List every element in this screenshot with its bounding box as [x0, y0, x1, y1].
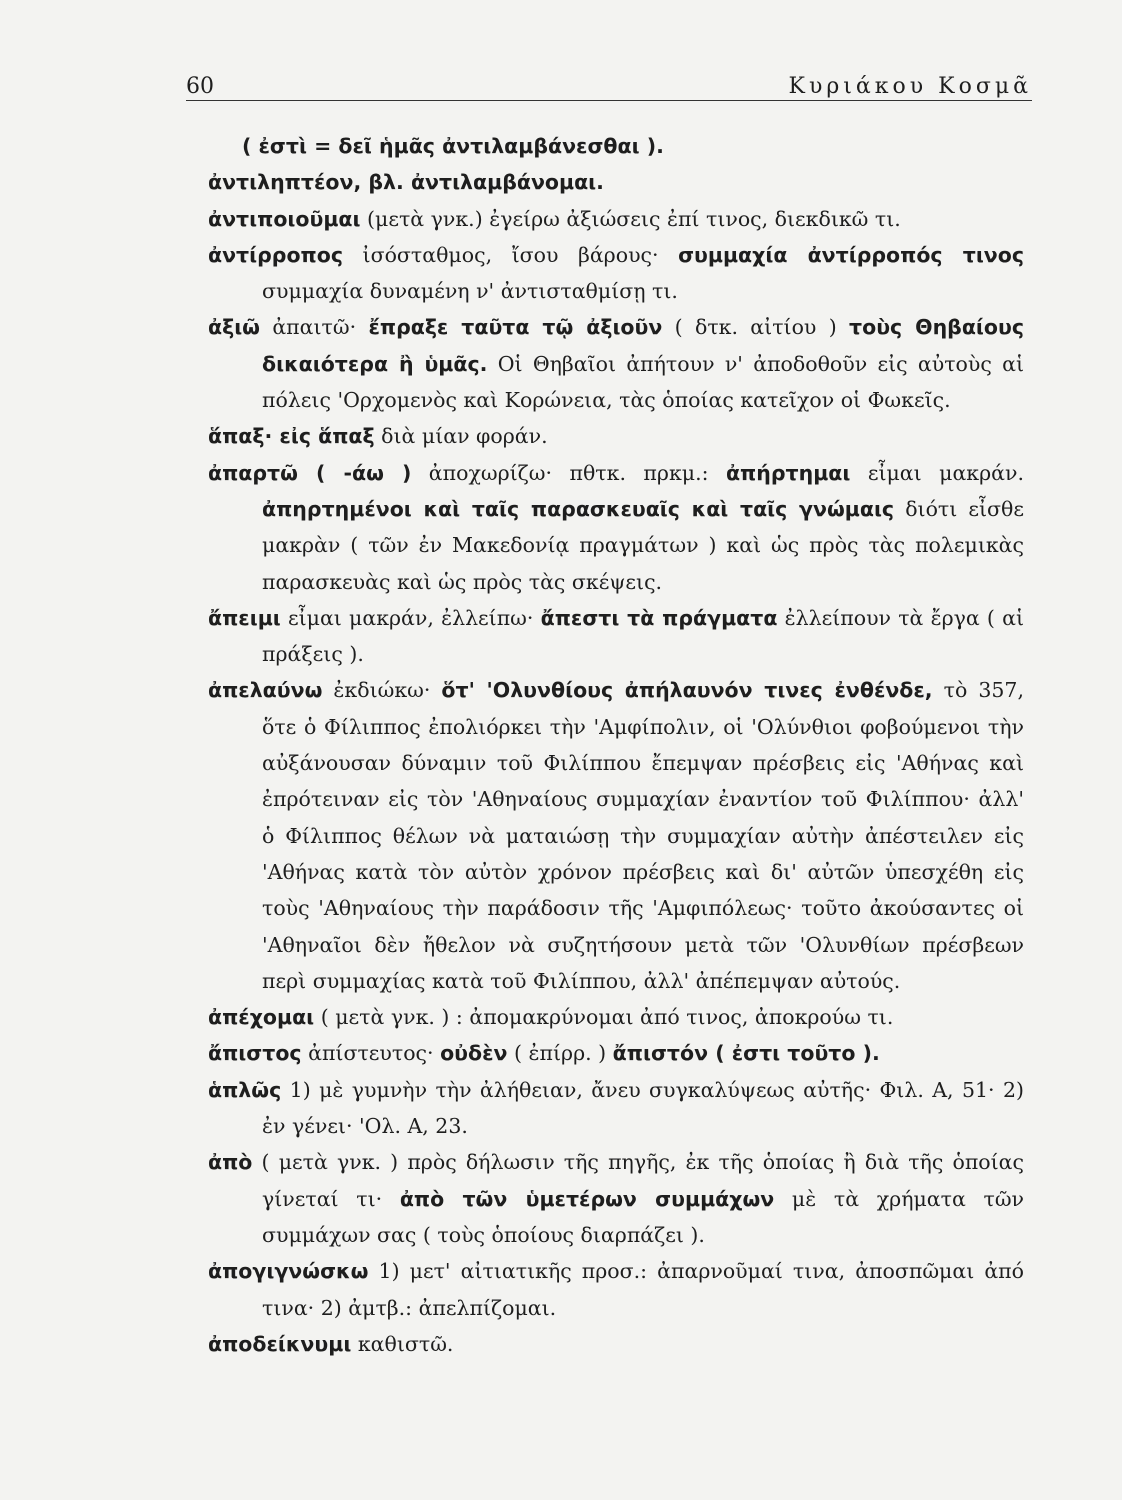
entry-text: εἶμαι μακράν, ἐλλείπω·	[280, 605, 541, 630]
entry-headword: ἀπέχομαι	[208, 1005, 315, 1030]
entry-text: 1) μετ' αἰτιατικῆς προσ.: ἀπαρνοῦμαί τινα, ἀποσπῶμαι ἀπό τινα· 2) ἀμτβ.: ἀπελπίζομαι.	[262, 1259, 1024, 1320]
entry-headword: ἀντίρροπος	[208, 242, 344, 267]
dictionary-entries	[208, 128, 1025, 1362]
entry-text: ( μετὰ γνκ. ) πρὸς δήλωσιν τῆς πηγῆς, ἐκ τῆς ὁποίας ἢ διὰ τῆς ὁποίας γίνεταί τι·	[252, 1150, 1024, 1211]
entry-phrase: ἀπηρτημένοι καὶ ταῖς παρασκευαῖς καὶ ταῖς γνώμαις	[262, 496, 895, 521]
entry-headword: ( ἐστὶ = δεῖ ἡμᾶς ἀντιλαμβάνεσθαι ).	[242, 134, 664, 158]
dictionary-entry	[208, 1035, 1024, 1071]
entry-headword: ἀντιποιοῦμαι	[208, 206, 361, 231]
dictionary-entry	[208, 999, 1024, 1035]
entry-phrase: τοὺς Θηβαίους δικαιότερα ἢ ὑμᾶς.	[262, 315, 1024, 376]
entry-phrase: οὐδὲν	[440, 1041, 508, 1066]
entry-headword: ἀξιῶ	[208, 315, 261, 340]
dictionary-entry	[208, 1144, 1025, 1253]
entry-text: ἀποχωρίζω· πθτκ. πρκμ.:	[411, 460, 726, 485]
entry-phrase: ἀπὸ τῶν ὑμετέρων συμμάχων	[399, 1186, 775, 1211]
dictionary-entry	[208, 309, 1024, 418]
header-rule	[186, 100, 1032, 101]
entry-headword: ἀπαρτῶ ( -άω )	[208, 460, 412, 485]
page-number: 60	[186, 74, 214, 99]
entry-phrase: ὅτ' 'Ολυνθίους ἀπήλαυνόν τινες ἐνθένδε,	[441, 678, 933, 703]
entry-text: εἶμαι μακράν.	[850, 460, 1024, 485]
entry-text: διὰ μίαν φοράν.	[374, 424, 548, 449]
dictionary-entry	[208, 455, 1025, 600]
entry-text: ἰσόσταθμος, ἴσου βάρους·	[343, 242, 679, 267]
entry-headword: ἁπλῶς	[208, 1077, 282, 1102]
entry-phrase: συμμαχία ἀντίρροπός τινος	[678, 242, 1025, 267]
entry-phrase: ἄπεστι τὰ πράγματα	[540, 605, 778, 630]
entry-text: Οἱ Θηβαῖοι ἀπήτουν ν' ἀποδοθοῦν εἰς αὐτοὺς αἱ πόλεις 'Ορχομενὸς καὶ Κορώνεια, τὰς ὁποίας κατεῖχον οἱ Φωκεῖς.	[262, 351, 1024, 413]
dictionary-entry	[208, 201, 1024, 237]
dictionary-entry	[232, 128, 1024, 164]
page-header	[186, 72, 1034, 102]
entry-headword: ἀπογιγνώσκω	[208, 1259, 369, 1284]
entry-headword: ἀπὸ	[208, 1150, 253, 1175]
entry-phrase: ἄπιστόν ( ἐστι τοῦτο ).	[612, 1041, 880, 1066]
entry-headword: ἅπαξ· εἰς ἅπαξ	[208, 424, 375, 449]
dictionary-entry	[208, 1253, 1024, 1326]
entry-text: ἀπίστευτος·	[301, 1041, 441, 1066]
entry-phrase: ἔπραξε ταῦτα τῷ ἀξιοῦν	[368, 315, 663, 340]
entry-text: ( μετὰ γνκ. ) : ἀπομακρύνομαι ἀπό τινος, ἀποκρούω τι.	[314, 1005, 894, 1030]
dictionary-entry	[208, 164, 1024, 200]
dictionary-entry	[208, 237, 1025, 310]
dictionary-entry	[208, 1326, 1024, 1362]
entry-text: ἀπαιτῶ·	[260, 315, 369, 340]
entry-text: τὸ 357, ὅτε ὁ Φίλιππος ἐπολιόρκει τὴν 'Αμφίπολιν, οἱ 'Ολύνθιοι φοβούμενοι τὴν αὐξάνουσαν δύναμιν τοῦ Φιλίππου ἔπεμψαν πρέσβεις εἰς 'Αθήνας καὶ ἐπρότειναν εἰς τὸν 'Αθηναίους συμμαχίαν ἐναντίον τοῦ Φιλίππου· ἀλλ' ὁ Φίλιππος θέλων νὰ ματαιώσῃ τὴν συμμαχίαν αὐτὴν ἀπέστειλεν εἰς 'Αθήνας κατὰ τὸν αὐτὸν χρόνον πρέσβεις καὶ δι' αὐτῶν ὑπεσχέθη εἰς τοὺς 'Αθηναίους τὴν παράδοσιν τῆς 'Αμφιπόλεως· τοῦτο ἀκούσαντες οἱ 'Αθηναῖοι δὲν ἤθελον νὰ συζητήσουν μετὰ τῶν 'Ολυνθίων πρέσβεων περὶ συμμαχίας κατὰ τοῦ Φιλίππου, ἀλλ' ἀπέπεμψαν αὐτούς.	[262, 678, 1024, 993]
entry-text: μὲ τὰ χρήματα τῶν συμμάχων σας ( τοὺς ὁποίους διαρπάζει ).	[262, 1186, 1025, 1247]
entry-headword: ἀντιληπτέον, βλ. ἀντιλαμβάνομαι.	[208, 170, 604, 195]
dictionary-entry	[208, 600, 1024, 673]
entry-text: 1) μὲ γυμνὴν τὴν ἀλήθειαν, ἄνευ συγκαλύψεως αὐτῆς· Φιλ. Α, 51· 2) ἐν γένει· 'Ολ. Α, 23.	[262, 1077, 1024, 1139]
dictionary-entry	[208, 672, 1024, 999]
entry-text: συμμαχία δυναμένη ν' ἀντισταθμίσῃ τι.	[262, 279, 678, 304]
entry-text: ἐκδιώκω·	[322, 678, 442, 703]
entry-headword: ἄπιστος	[208, 1041, 302, 1066]
running-title: Κυριάκου Κοσμᾶ	[788, 74, 1032, 99]
dictionary-entry	[208, 1072, 1024, 1145]
entry-text: ἐλλείπουν τὰ ἔργα ( αἱ πράξεις ).	[262, 605, 1024, 667]
entry-text: (μετὰ γνκ.) ἐγείρω ἀξιώσεις ἐπί τινος, διεκδικῶ τι.	[360, 206, 901, 231]
entry-headword: ἄπειμι	[208, 605, 281, 630]
entry-phrase: ἀπήρτημαι	[725, 460, 851, 485]
entry-headword: ἀποδείκνυμι	[208, 1331, 352, 1356]
entry-text: ( δτκ. αἰτίου )	[662, 315, 850, 340]
dictionary-entry	[208, 418, 1024, 454]
entry-text: διότι εἶσθε μακρὰν ( τῶν ἐν Μακεδονίᾳ πραγμάτων ) καὶ ὡς πρὸς τὰς πολεμικὰς παρασκευὰς καὶ ὡς πρὸς τὰς σκέψεις.	[262, 496, 1025, 594]
entry-headword: ἀπελαύνω	[208, 678, 323, 703]
entry-text: ( ἐπίρρ. )	[507, 1041, 613, 1066]
entry-text: καθιστῶ.	[351, 1331, 454, 1356]
